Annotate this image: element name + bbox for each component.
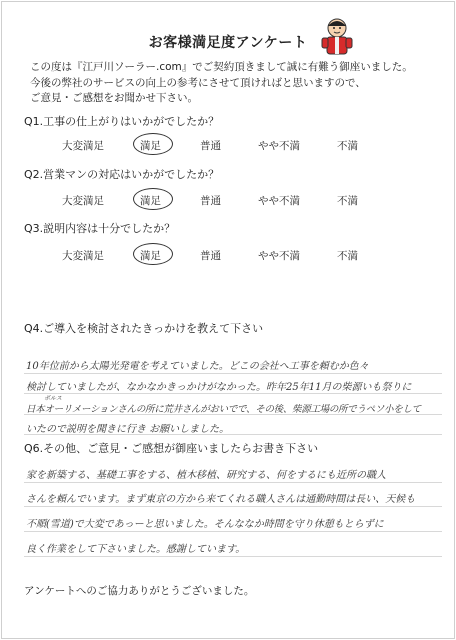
answer-line xyxy=(24,556,442,557)
option-dissatisfied[interactable]: 不満 xyxy=(337,195,358,207)
handwritten-answer-line: 不順(雪道)で大変であっーと思いました。そんななか時間を守り休憩もとらずに xyxy=(26,519,384,530)
survey-title: お客様満足度アンケート xyxy=(148,35,308,51)
question-6: Q6.その他、ご意見・ご感想が御座いましたらお書き下さい xyxy=(24,442,319,455)
option-neutral[interactable]: 普通 xyxy=(200,250,221,262)
question-4: Q4.ご導入を検討されたきっかけを教えて下さい xyxy=(24,322,264,335)
option-very-satisfied[interactable]: 大変満足 xyxy=(62,140,104,152)
question-1: Q1.工事の仕上がりはいかがでしたか？ xyxy=(24,115,220,128)
answer-line xyxy=(24,482,442,483)
option-very-satisfied[interactable]: 大変満足 xyxy=(62,250,104,262)
intro-line: この度は『江戸川ソーラー.com』でご契約頂きまして誠に有難う御座いました。 xyxy=(30,61,413,73)
handwritten-answer-line: 良く作業をして下さいました。感謝しています。 xyxy=(26,544,246,555)
intro-text xyxy=(30,60,413,107)
option-somewhat-dissatisfied[interactable]: やや不満 xyxy=(258,195,300,207)
handwritten-furigana: ボルス xyxy=(44,395,62,402)
option-dissatisfied[interactable]: 不満 xyxy=(337,250,358,262)
question-2: Q2.営業マンの対応はいかがでしたか？ xyxy=(24,168,220,181)
handwritten-answer-line: 家を新築する、基礎工事をする、植木移植、研究する、何をするにも近所の職人 xyxy=(26,470,386,481)
option-satisfied[interactable]: 満足 xyxy=(140,140,161,152)
selected-answer-circle xyxy=(133,133,173,155)
answer-line xyxy=(24,393,442,394)
option-very-satisfied[interactable]: 大変満足 xyxy=(62,195,104,207)
option-satisfied[interactable]: 満足 xyxy=(140,250,161,262)
handwritten-answer-line: いたので説明を聞きに行き お願いしました。 xyxy=(26,424,230,435)
answer-line xyxy=(24,506,442,507)
selected-answer-circle xyxy=(133,243,173,265)
option-dissatisfied[interactable]: 不満 xyxy=(337,140,358,152)
question-3: Q3.説明内容は十分でしたか？ xyxy=(24,222,176,235)
handwritten-answer-line: さんを頼んでいます。まず東京の方から来てくれる職人さんは通勤時間は長い、天候も xyxy=(26,494,416,505)
option-neutral[interactable]: 普通 xyxy=(200,140,221,152)
handwritten-answer-line: 10年位前から太陽光発電を考えていました。どこの会社へ工事を頼むか色々 xyxy=(26,361,369,372)
option-somewhat-dissatisfied[interactable]: やや不満 xyxy=(258,140,300,152)
option-neutral[interactable]: 普通 xyxy=(200,195,221,207)
handwritten-answer-line: 検討していましたが、なかなかきっかけがなかった。昨年25年11月の柴源いも祭りに xyxy=(26,382,412,393)
intro-line: 今後の弊社のサービスの向上の参考にさせて頂ければと思いますので、 xyxy=(30,76,366,89)
option-somewhat-dissatisfied[interactable]: やや不満 xyxy=(258,250,300,262)
intro-line: ご意見・ご感想をお聞かせ下さい。 xyxy=(30,92,198,104)
option-satisfied[interactable]: 満足 xyxy=(140,195,161,207)
closing-message: アンケートへのご協力ありがとうございました。 xyxy=(24,585,255,597)
answer-line xyxy=(24,531,442,532)
handwritten-answer-line: 日本オーリメーションさんの所に荒井さんがおいでで、その後、柴源工場の所でうペソ小をして xyxy=(26,404,421,415)
selected-answer-circle xyxy=(133,188,173,210)
answer-line xyxy=(24,373,442,374)
